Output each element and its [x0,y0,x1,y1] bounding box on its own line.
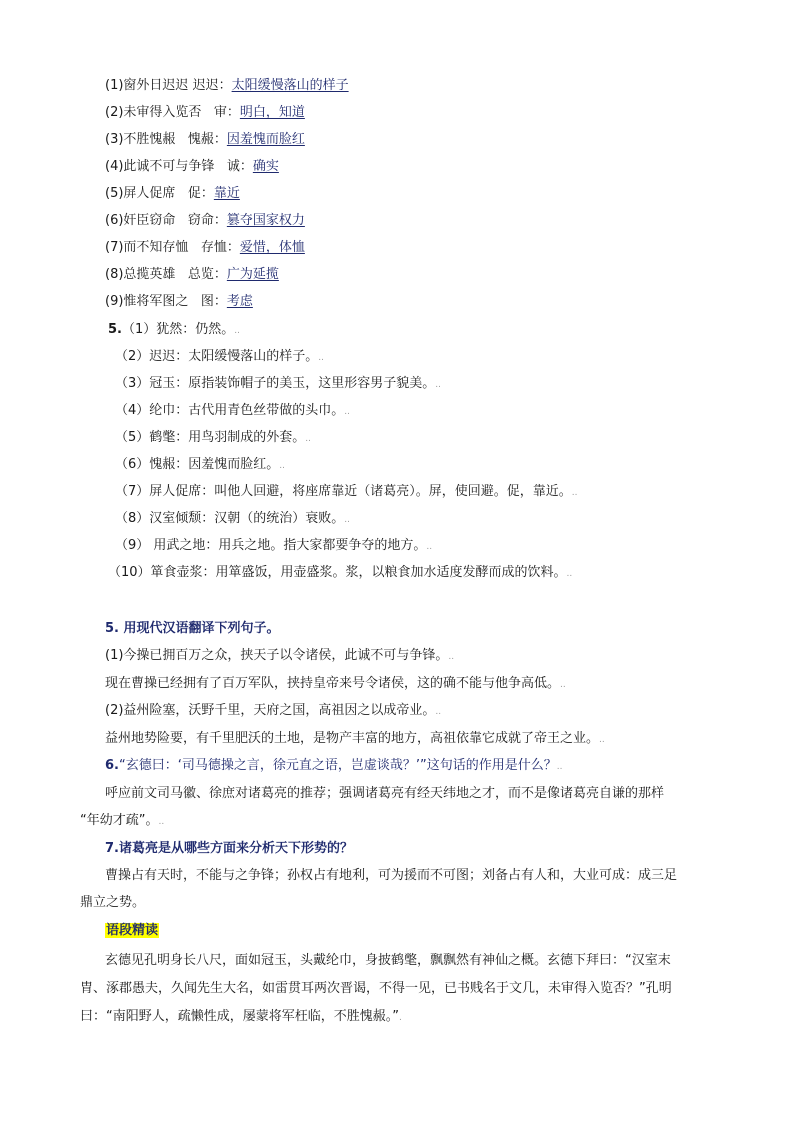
vocab-answer: 靠近 [213,186,240,201]
vocab-item: (7)而不知存恤 存恤：爱惜，体恤 [105,240,305,255]
vocab-answer: 广为延揽 [226,267,279,282]
vocab-answer: 确实 [252,159,279,174]
passage-text: 胄、涿郡愚夫，久闻先生大名，如雷贯耳两次晋谒，不得一见，已书贱名于文几，未审得入览否？”孔明 [80,981,672,996]
vocab-item: (1)窗外日迟迟 迟迟：太阳缓慢落山的样子 [105,78,349,93]
answer-text: “年幼才疏”。.. [80,813,165,828]
glossary-item: （5）鹤氅：用鸟羽制成的外套。.. [115,430,312,445]
answer-text: 曹操占有天时，不能与之争锋；孙权占有地利，可为援而不可图；刘备占有人和，大业可成：成三足 [105,868,678,883]
answer-text: 呼应前文司马徽、徐庶对诸葛亮的推荐；强调诸葛亮有经天纬地之才，而不是像诸葛亮自谦的那样 [105,786,665,801]
glossary-item: （7）屏人促席：叫他人回避，将座席靠近（诸葛亮）。屏，使回避。促，靠近。.. [115,484,578,499]
passage-text: 曰：“南阳野人，疏懒性成，屡蒙将军枉临，不胜愧赧。”. [80,1009,402,1024]
glossary-item: （3）冠玉：原指装饰帽子的美玉，这里形容男子貌美。.. [115,376,442,391]
vocab-item: (9)惟将军图之 图：考虑 [105,294,253,309]
glossary-item: （2）迟迟：太阳缓慢落山的样子。.. [115,349,325,364]
answer-text: 现在曹操已经拥有了百万军队，挟持皇帝来号令诸侯，这的确不能与他争高低。.. [105,676,566,691]
question-text: 6.“玄德曰：‘司马德操之言，徐元直之语，岂虚谈哉？’”这句话的作用是什么？.. [105,758,563,773]
answer-text: 鼎立之势。 [80,895,146,910]
glossary-item: （9） 用武之地：用兵之地。指大家都要争夺的地方。.. [115,538,433,553]
glossary-item: （10）箪食壶浆：用箪盛饭，用壶盛浆。浆，以粮食加水适度发酵而成的饮料。.. [108,565,573,580]
passage-text: 玄德见孔明身长八尺，面如冠玉，头戴纶巾，身披鹤氅，飘飘然有神仙之概。玄德下拜曰：“汉室末 [105,953,671,968]
vocab-answer: 因羞愧而脸红 [226,132,305,147]
answer-text: 益州地势险要，有千里肥沃的土地，是物产丰富的地方，高祖依靠它成就了帝王之业。.. [105,731,605,746]
vocab-item: (4)此诚不可与争锋 诚：确实 [105,159,279,174]
section-heading: 5. 用现代汉语翻译下列句子。 [105,621,280,636]
vocab-answer: 明白，知道 [239,105,305,120]
vocab-item: (3)不胜愧赧 愧赧：因羞愧而脸红 [105,132,305,147]
vocab-item: (8)总揽英雄 总览：广为延揽 [105,267,279,282]
vocab-answer: 太阳缓慢落山的样子 [231,78,349,93]
glossary-item: （8）汉室倾颓：汉朝（的统治）衰败。.. [115,511,351,526]
vocab-answer: 爱惜，体恤 [239,240,305,255]
glossary-item: 5.（1）犹然：仍然。.. [108,322,240,337]
question-text: 7.诸葛亮是从哪些方面来分析天下形势的？ [105,841,353,856]
vocab-item: (5)屏人促席 促：靠近 [105,186,240,201]
vocab-item: (2)未审得入览否 审：明白，知道 [105,105,305,120]
glossary-item: （4）纶巾：古代用青色丝带做的头巾。.. [115,403,351,418]
vocab-answer: 考虑 [226,294,253,309]
section-label: 语段精读 [106,923,159,938]
question-text: (2)益州险塞，沃野千里，天府之国，高祖因之以成帝业。.. [105,703,442,718]
glossary-item: （6）愧赧：因羞愧而脸红。.. [115,457,286,472]
vocab-item: (6)奸臣窃命 窃命：篡夺国家权力 [105,213,305,228]
question-text: (1)今操已拥百万之众，挟天子以令诸侯，此诚不可与争锋。.. [105,648,455,663]
vocab-answer: 篡夺国家权力 [226,213,305,228]
